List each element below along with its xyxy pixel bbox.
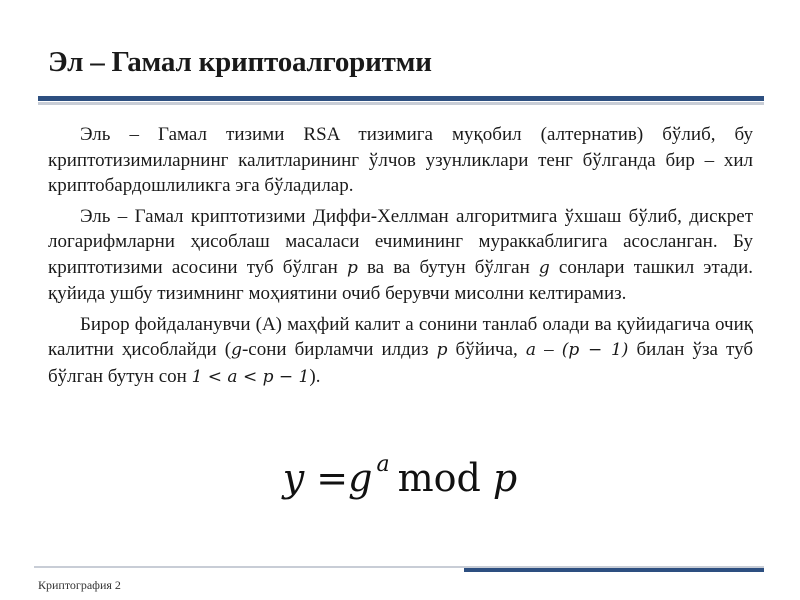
paragraph	[48, 312, 753, 391]
text-segment: ва ва бутун бўлган	[357, 256, 539, 278]
footer-divider	[34, 566, 764, 574]
formula-equals: =	[304, 456, 349, 500]
paragraph	[48, 122, 753, 199]
body-text	[48, 122, 753, 395]
text-segment: Бирор фойдаланувчи (А) маҳфий калит а сонини танлаб олади ва қуйидагича очиқ калитни ҳисоблайди (	[48, 313, 753, 360]
formula-base: g	[348, 456, 373, 500]
footer-divider-thick	[464, 568, 764, 572]
math-inline: p	[436, 340, 448, 360]
formula-mod: mod	[397, 456, 481, 500]
formula-exponent: a	[376, 452, 390, 477]
math-inline: p	[346, 257, 358, 278]
title-divider	[38, 96, 764, 106]
paragraph	[48, 204, 753, 307]
math-inline: g	[231, 340, 242, 360]
text-segment: сонлари ташкил этади. қуйида ушбу тизимнинг моҳиятини очиб берувчи мисолни келтирамиз.	[48, 256, 753, 304]
formula-modulus: p	[492, 456, 518, 500]
math-inline: (p − 1)	[561, 340, 629, 360]
math-inline: a	[525, 340, 537, 360]
formula-lhs: y	[282, 456, 305, 500]
text-segment: билан ўза туб бўлган бутун сон	[48, 339, 754, 387]
text-segment: бўйича,	[447, 339, 526, 360]
math-inline: 1 < a < p − 1	[191, 366, 310, 387]
math-inline: g	[538, 257, 550, 278]
slide-title: Эл – Гамал криптоалгоритми	[48, 46, 432, 78]
text-segment: ).	[309, 365, 321, 387]
text-segment: Эль – Гамал тизими RSA тизимига муқобил (алтернатив) бўлиб, бу криптотизимиларнинг калитларининг ўлчов узунликлари тенг бўлганда бир – хил криптобардошлиликга эга бўладилар.	[48, 124, 753, 196]
title-divider-thin	[38, 102, 764, 105]
text-segment: Эль – Гамал криптотизими Диффи-Хеллман алгоритмига ўхшаш бўлиб, дискрет логарифмларни ҳисоблаш масаласи ечимининг мураккаблигига асосланган. Бу криптотизими асосини туб бўлган	[48, 205, 753, 278]
footer-text: Криптография 2	[38, 578, 121, 592]
formula	[0, 452, 800, 500]
title-divider-thick	[38, 96, 764, 101]
text-segment: -сони бирламчи илдиз	[241, 339, 437, 360]
text-segment: –	[536, 339, 562, 360]
